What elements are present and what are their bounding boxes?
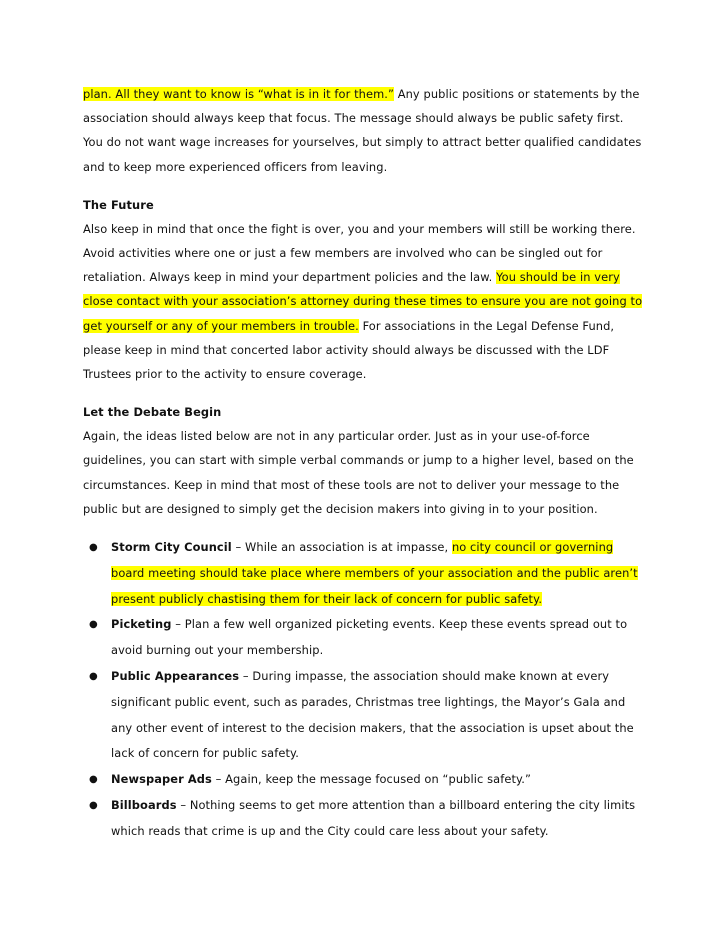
list-item-text: – Again, keep the message focused on “public safety.” bbox=[211, 772, 531, 787]
tactics-list bbox=[83, 535, 643, 845]
list-item bbox=[83, 793, 643, 845]
bullet-icon: ● bbox=[89, 774, 98, 786]
list-item-term: Public Appearances bbox=[111, 669, 240, 684]
bullet-icon: ● bbox=[89, 542, 98, 554]
highlighted-text: no city council or governing board meeting should take place where members of your association and the public aren’t present publicly chastising them for their lack of concern for public safety. bbox=[111, 540, 638, 606]
highlighted-text: You should be in very close contact with your association’s attorney during these times to ensure you are not going to get yourself or any of your members in trouble. bbox=[83, 270, 643, 333]
list-item-term: Picketing bbox=[111, 617, 172, 632]
list-item-term: Storm City Council bbox=[111, 540, 232, 555]
section-heading-future: The Future bbox=[83, 197, 154, 212]
paragraph-text: Any public positions or statements by the association should always keep that focus. The message should always be public safety first. You do not want wage increases for yourselves, but simply to attract better qualified candidates and to keep more experienced officers from leaving. bbox=[83, 87, 642, 174]
list-item bbox=[83, 664, 643, 767]
intro-paragraph bbox=[83, 82, 643, 179]
list-item-term: Newspaper Ads bbox=[111, 772, 212, 787]
future-paragraph bbox=[83, 217, 643, 386]
list-item-text: – Plan a few well organized picketing events. Keep these events spread out to avoid burning out your membership. bbox=[111, 617, 628, 658]
highlighted-text: plan. All they want to know is “what is in it for them.” bbox=[83, 87, 394, 101]
section-heading-debate: Let the Debate Begin bbox=[83, 405, 222, 420]
debate-paragraph: Again, the ideas listed below are not in any particular order. Just as in your use-of-force guidelines, you can start with simple verbal commands or jump to a higher level, based on the circumstances. Keep in mind that most of these tools are not to deliver your message to the public but are designed to simply get the decision makers into giving in to your position. bbox=[83, 429, 634, 516]
bullet-icon: ● bbox=[89, 800, 98, 812]
list-item bbox=[83, 535, 643, 612]
bullet-icon: ● bbox=[89, 619, 98, 631]
paragraph-text: For associations in the Legal Defense Fund, please keep in mind that concerted labor activity should always be discussed with the LDF Trustees prior to the activity to ensure coverage. bbox=[83, 318, 615, 382]
list-item-text: – Nothing seems to get more attention than a billboard entering the city limits which reads that crime is up and the City could care less about your safety. bbox=[111, 798, 636, 838]
document-page bbox=[83, 82, 643, 845]
paragraph-text: Also keep in mind that once the fight is over, you and your members will still be working there. Avoid activities where one or just a few members are involved who can be singled out for retaliation. Always keep in mind your department policies and the law. bbox=[83, 221, 636, 285]
list-item bbox=[83, 767, 643, 793]
list-item-text: – During impasse, the association should make known at every significant public event, such as parades, Christmas tree lightings, the Mayor’s Gala and any other event of interest to the decision makers, that the association is upset about the lack of concern for public safety. bbox=[111, 669, 634, 761]
bullet-icon: ● bbox=[89, 671, 98, 683]
list-item-text: – While an association is at impasse, bbox=[231, 540, 452, 555]
list-item-term: Billboards bbox=[111, 798, 177, 813]
list-item bbox=[83, 612, 643, 664]
